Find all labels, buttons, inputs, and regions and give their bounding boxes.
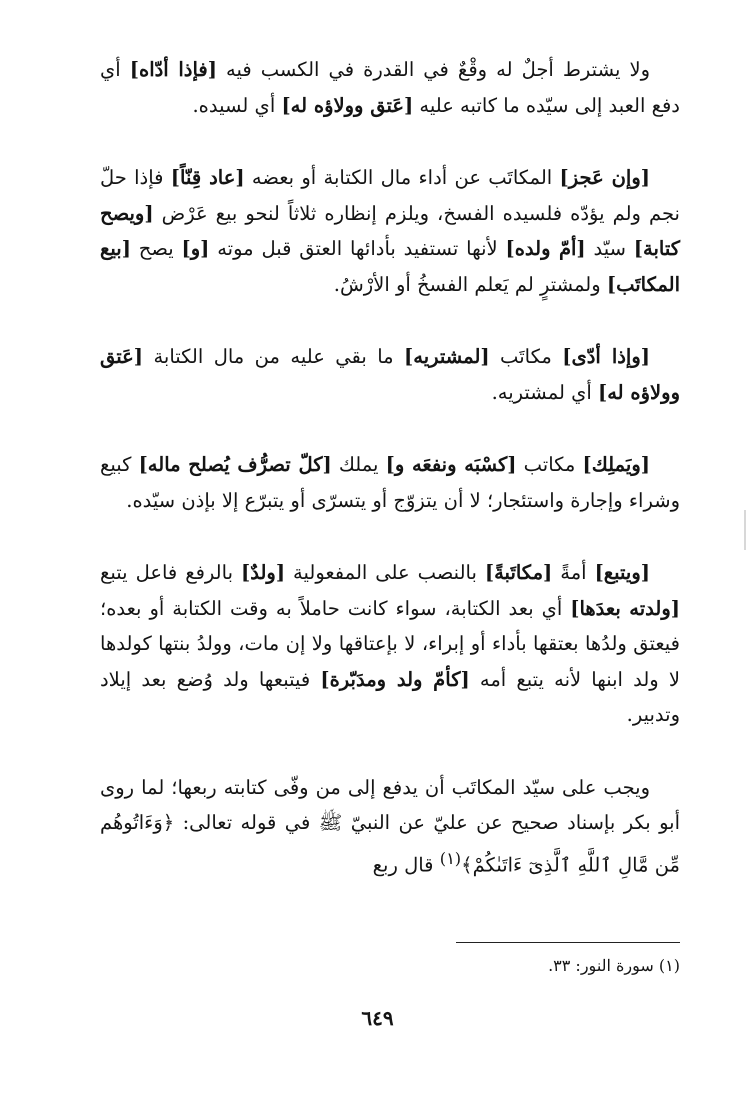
paragraph [100, 770, 680, 883]
paragraph [100, 160, 680, 302]
paragraph-text: يصح [130, 237, 182, 260]
bold-term: [لمشتريه] [404, 345, 490, 368]
paragraph-text: أمةً [552, 561, 595, 584]
bold-term: [وإن عَجز] [559, 166, 650, 189]
paragraph [100, 339, 680, 410]
paragraph-text: ما بقي عليه من مال الكتابة [143, 345, 405, 368]
paragraph [100, 447, 680, 518]
paragraph-text: أي لمشتريه. [491, 380, 598, 404]
paragraph-text: أي دفع العبد إلى سيّده ما كاتبه عليه [100, 58, 680, 117]
bold-term: [فإذا أدّاه] [129, 58, 217, 81]
footnote-divider [456, 942, 680, 943]
footnote: (١) سورة النور: ٣٣. [548, 956, 680, 975]
paragraph-text: لأنها تستفيد بأدائها العتق قبل موته [209, 237, 506, 260]
bold-term: [بيع المكاتَب] [100, 237, 680, 296]
bold-term: [وإذا أدّى] [562, 345, 650, 368]
bold-term: [عَتق وولاؤه له] [100, 345, 680, 404]
bold-term: [ولدٌ] [241, 561, 286, 584]
paragraph-text: كبيع وشراء وإجارة واستئجار؛ لا أن يتزوّج أو يتسرّى أو يتبرّع إلا بإذن سيّده. [100, 453, 680, 512]
bold-term: [عَتق وولاؤه له] [281, 93, 414, 117]
bold-term: [كسْبَه ونفعَه و] [385, 453, 517, 476]
paragraph-text: قال ربع [372, 853, 440, 876]
paragraph [100, 52, 680, 123]
paragraph-text: سيّد [585, 237, 634, 260]
bold-term: [ويَملِك] [582, 453, 650, 476]
paragraph-text: فيتبعها ولد وُضع بعد إيلاد وتدبير. [100, 667, 680, 726]
page-edge-mark [744, 510, 746, 550]
paragraph-text: ويجب على سيّد المكاتَب أن يدفع إلى من وفّى كتابته ربعها؛ لما روى أبو بكر بإسناد صحيح عن عليّ عن النبيّ ﷺ في قوله تعالى: ﴿وَءَاتُوهُم مِّن مَّالِ ٱللَّهِ ٱلَّذِىٓ ءَاتَىٰكُمْ﴾ [100, 775, 680, 876]
bold-term: [عاد قِنّاً] [170, 166, 245, 189]
bold-term: [ولدته بعدَها] [570, 596, 680, 620]
paragraph-text: مكاتب [516, 453, 583, 476]
bold-term: [ويصح كتابة] [100, 201, 681, 260]
paragraph-text: أي بعد الكتابة، سواء كانت حاملاً به وقت الكتابة أو بعده؛ فيعتق ولدُها بعتقها بأداء أو إبراء، لا بإعتاقها ولا إن مات، وولدُ بنتها كولدها لا ولد ابنها لأنه يتبع أمه [100, 596, 680, 691]
paragraph-text: مكاتَب [489, 345, 563, 368]
paragraph-text: بالرفع فاعل يتبع [100, 561, 241, 584]
paragraph-text: ولا يشترط أجلٌ له وقْعٌ في القدرة في الكسب فيه [216, 58, 650, 81]
paragraph-text: يملك [331, 453, 386, 476]
bold-term: [و] [181, 237, 210, 260]
paragraph-text: المكاتَب عن أداء مال الكتابة أو بعضه [244, 166, 560, 189]
paragraph-text: فإذا حلّ نجم ولم يؤدّه فلسيده الفسخ، ويلزم إنظاره ثلاثاً لنحو بيع عَرْض [100, 166, 680, 225]
bold-term: [كأمّ ولد ومدَبّرة] [320, 667, 470, 691]
bold-term: [مكاتَبةً] [484, 561, 553, 584]
paragraph [100, 555, 680, 733]
page-number: ٦٤٩ [361, 1006, 394, 1030]
paragraph-text: أي لسيده. [192, 93, 282, 117]
page-body [100, 52, 680, 920]
paragraph-text: ولمشترٍ لم يَعلم الفسخُ أو الأرْشُ. [333, 272, 607, 296]
bold-term: [أمّ ولده] [505, 237, 586, 260]
footnote-ref: (١) [439, 848, 462, 868]
paragraph-text: بالنصب على المفعولية [285, 561, 485, 584]
bold-term: [ويتبع] [594, 561, 651, 584]
bold-term: [كلّ تصرُّف يُصلح ماله] [138, 453, 332, 476]
